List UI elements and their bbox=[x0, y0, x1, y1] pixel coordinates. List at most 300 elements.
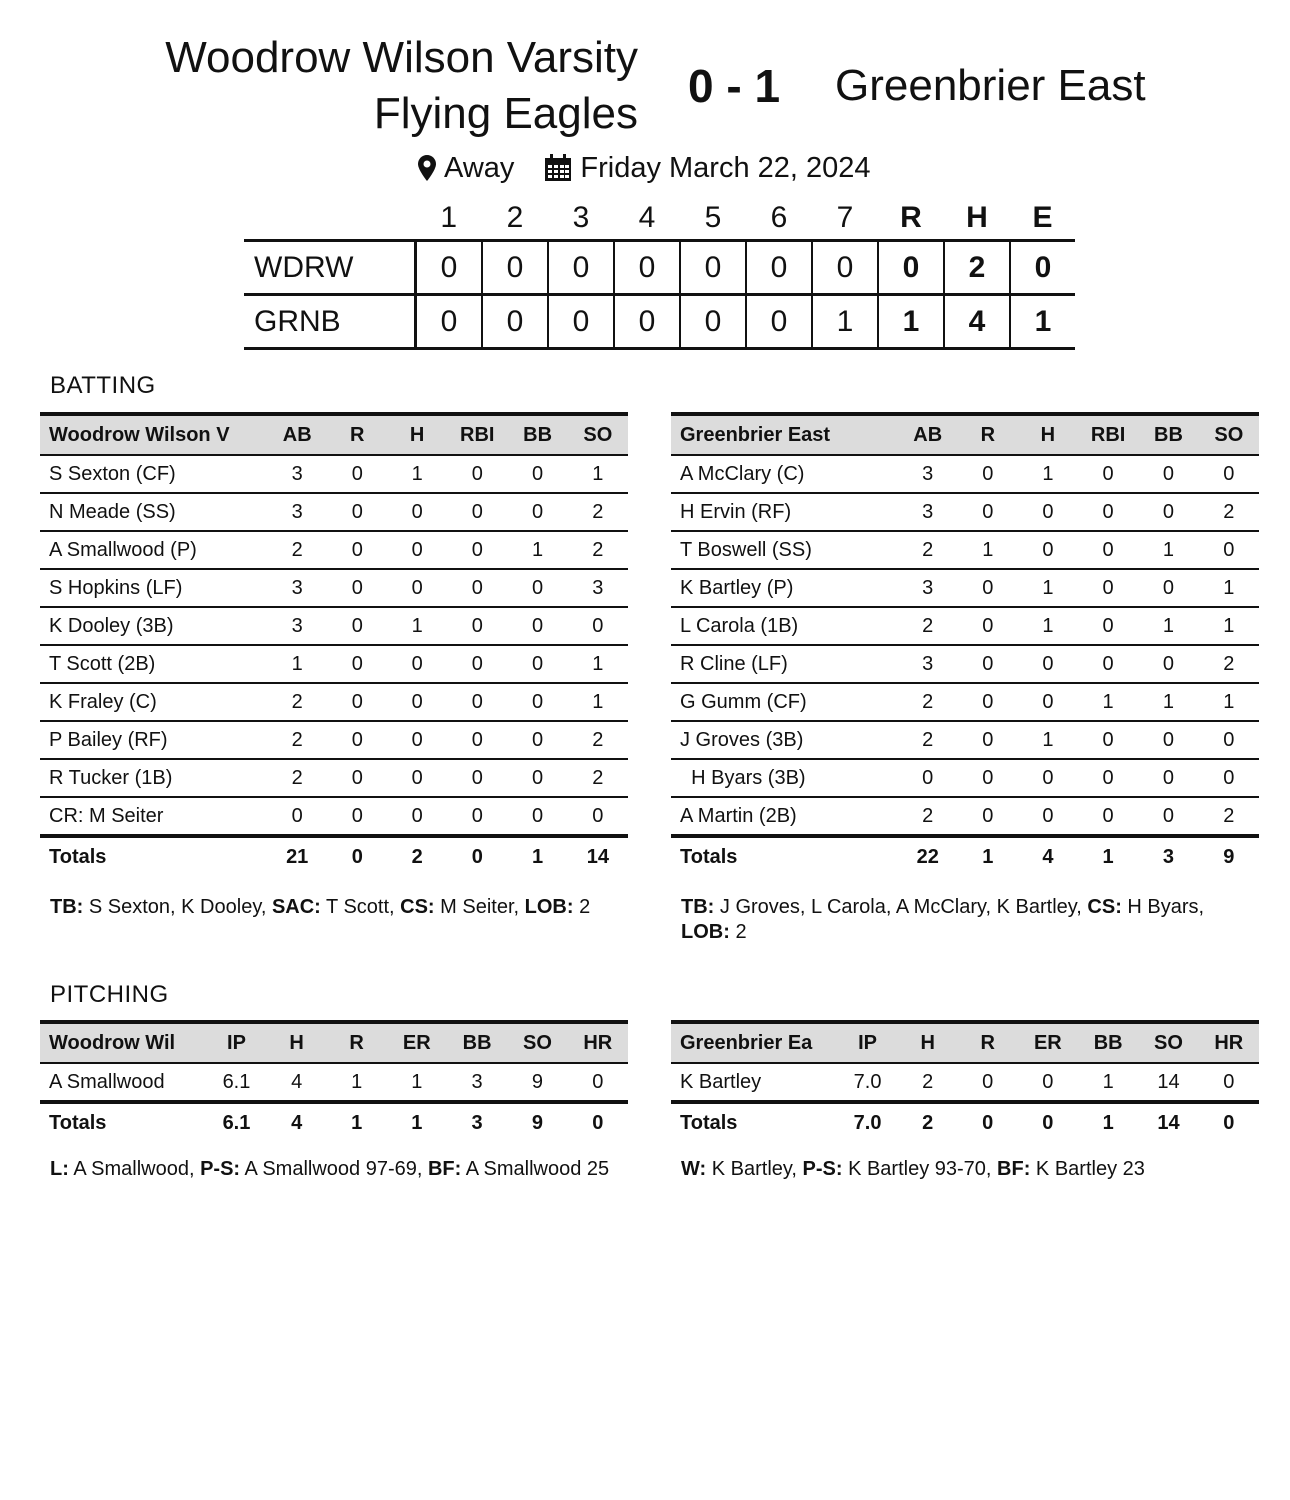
stat-cell: 0 bbox=[327, 683, 387, 721]
player-name: A Smallwood bbox=[49, 1070, 165, 1093]
totals-cell: 1 bbox=[1078, 836, 1138, 876]
errors-cell: 0 bbox=[1010, 241, 1075, 295]
stat-cell: 0 bbox=[351, 804, 363, 827]
player-name: N Meade (SS) bbox=[40, 493, 267, 531]
player-row bbox=[671, 569, 1259, 607]
inning-cell: 0 bbox=[614, 295, 680, 349]
home-team-name-line2: Flying Eagles bbox=[373, 89, 638, 138]
stat-column-header: BB bbox=[1078, 1022, 1138, 1063]
stat-cell: 0 bbox=[447, 645, 507, 683]
player-name: K Bartley bbox=[680, 1070, 762, 1093]
stat-column-header: BB bbox=[447, 1022, 507, 1063]
note-text: H Byars, bbox=[1121, 896, 1205, 918]
player-name: K Fraley (C) bbox=[40, 683, 267, 721]
inning-header: 2 bbox=[506, 201, 524, 234]
game-meta bbox=[418, 146, 871, 190]
stat-cell: 0 bbox=[958, 721, 1018, 759]
location-label: Away bbox=[444, 152, 515, 184]
stat-cell: 3 bbox=[267, 607, 327, 645]
stat-cell: 14 bbox=[1157, 1070, 1180, 1093]
player-row bbox=[671, 455, 1259, 493]
player-row bbox=[40, 493, 628, 531]
totals-cell: 3 bbox=[1138, 836, 1198, 876]
linescore-header-row bbox=[244, 197, 1075, 241]
stat-cell: 0 bbox=[1018, 531, 1078, 569]
stat-cell: 1 bbox=[1018, 721, 1078, 759]
stat-cell: 1 bbox=[1138, 531, 1198, 569]
stat-cell: 2 bbox=[568, 531, 628, 569]
note-label: CS: bbox=[1087, 896, 1122, 918]
stat-cell: 0 bbox=[1078, 493, 1138, 531]
stat-column-header: BB bbox=[1138, 414, 1198, 455]
linescore-team: WDRW bbox=[244, 241, 416, 295]
stat-cell: 0 bbox=[327, 759, 387, 797]
pitching-table-home bbox=[40, 1020, 628, 1142]
stat-cell: 0 bbox=[327, 607, 387, 645]
runs-header: R bbox=[900, 201, 922, 234]
stat-cell: 0 bbox=[568, 607, 628, 645]
player-row bbox=[671, 607, 1259, 645]
note-text: K Bartley, bbox=[706, 1158, 803, 1180]
stat-cell: 1 bbox=[411, 1070, 423, 1093]
note-label: P-S: bbox=[200, 1158, 241, 1180]
stat-cell: 0 bbox=[507, 645, 567, 683]
totals-cell: 1 bbox=[958, 836, 1018, 876]
stat-column-header: SO bbox=[1138, 1022, 1198, 1063]
stat-cell: 0 bbox=[507, 721, 567, 759]
totals-cell: 14 bbox=[1138, 1102, 1198, 1142]
player-row bbox=[671, 797, 1259, 836]
stat-cell: 2 bbox=[898, 683, 958, 721]
team-column-header: Woodrow Wilson V bbox=[40, 414, 267, 455]
stat-cell: 0 bbox=[327, 721, 387, 759]
player-name: S Hopkins (LF) bbox=[40, 569, 267, 607]
stat-cell: 0 bbox=[1102, 804, 1114, 827]
stat-cell: 0 bbox=[1018, 645, 1078, 683]
inning-cell: 0 bbox=[482, 241, 548, 295]
stat-column-header: R bbox=[327, 414, 387, 455]
player-row bbox=[671, 759, 1259, 797]
stat-cell: 2 bbox=[1199, 493, 1259, 531]
totals-cell: 0 bbox=[958, 1102, 1018, 1142]
player-row bbox=[671, 721, 1259, 759]
hits-cell: 2 bbox=[944, 241, 1010, 295]
stat-cell: 3 bbox=[471, 1070, 483, 1093]
stats-header-row bbox=[40, 414, 628, 455]
stat-column-header: RBI bbox=[1078, 414, 1138, 455]
note-label: BF: bbox=[997, 1158, 1031, 1180]
stat-column-header: SO bbox=[507, 1022, 567, 1063]
stat-cell: 0 bbox=[327, 455, 387, 493]
note-text: K Bartley 93-70, bbox=[842, 1158, 998, 1180]
stat-cell: 1 bbox=[1199, 683, 1259, 721]
note-text: A Smallwood 97-69, bbox=[240, 1158, 428, 1180]
stat-cell: 2 bbox=[568, 759, 628, 797]
pitching-notes-home bbox=[50, 1157, 610, 1182]
player-name: K Bartley (P) bbox=[671, 569, 898, 607]
stat-cell: 0 bbox=[447, 607, 507, 645]
stat-cell: 2 bbox=[267, 531, 327, 569]
stat-column-header: BB bbox=[507, 414, 567, 455]
stat-cell: 2 bbox=[898, 607, 958, 645]
player-name: S Sexton (CF) bbox=[40, 455, 267, 493]
final-score: 0 - 1 bbox=[688, 60, 781, 112]
totals-row bbox=[671, 1102, 1259, 1142]
stat-cell: 0 bbox=[1199, 721, 1259, 759]
totals-label: Totals bbox=[40, 836, 267, 876]
team-column-header: Greenbrier Ea bbox=[671, 1022, 837, 1063]
player-row bbox=[671, 645, 1259, 683]
stat-cell: 1 bbox=[267, 645, 327, 683]
stat-cell: 1 bbox=[1018, 569, 1078, 607]
stat-cell: 3 bbox=[267, 493, 327, 531]
stat-cell: 0 bbox=[982, 1070, 994, 1093]
inning-cell: 0 bbox=[746, 241, 812, 295]
errors-header: E bbox=[1032, 201, 1053, 234]
stat-cell: 0 bbox=[447, 721, 507, 759]
note-label: SAC: bbox=[271, 896, 321, 918]
stat-column-header: ER bbox=[387, 1022, 447, 1063]
note-text: M Seiter, bbox=[434, 896, 525, 918]
totals-cell: 6.1 bbox=[206, 1102, 266, 1142]
stat-column-header: IP bbox=[206, 1022, 266, 1063]
stat-cell: 3 bbox=[898, 493, 958, 531]
stat-cell: 0 bbox=[327, 645, 387, 683]
totals-cell: 3 bbox=[447, 1102, 507, 1142]
totals-cell: 21 bbox=[267, 836, 327, 876]
player-name: A McClary (C) bbox=[671, 455, 898, 493]
note-text: A Smallwood, bbox=[68, 1158, 201, 1180]
team-column-header: Woodrow Wil bbox=[40, 1022, 206, 1063]
stat-column-header: ER bbox=[1018, 1022, 1078, 1063]
stat-cell: 1 bbox=[1102, 1070, 1114, 1093]
inning-cell: 0 bbox=[746, 295, 812, 349]
note-text: 2 bbox=[573, 896, 591, 918]
stat-cell: 0 bbox=[507, 455, 567, 493]
stat-cell: 0 bbox=[1138, 645, 1198, 683]
totals-cell: 4 bbox=[1018, 836, 1078, 876]
inning-cell: 0 bbox=[416, 241, 483, 295]
stat-cell: 1 bbox=[1078, 683, 1138, 721]
stat-cell: 0 bbox=[387, 721, 447, 759]
stat-cell: 1 bbox=[958, 531, 1018, 569]
stat-cell: 0 bbox=[507, 683, 567, 721]
note-text: T Scott, bbox=[320, 896, 401, 918]
player-row bbox=[40, 645, 628, 683]
stat-cell: 2 bbox=[267, 683, 327, 721]
stat-column-header: H bbox=[898, 1022, 958, 1063]
stat-cell: 0 bbox=[982, 804, 994, 827]
note-label: LOB: bbox=[681, 921, 730, 943]
note-label: L: bbox=[50, 1158, 69, 1180]
stat-column-header: SO bbox=[568, 414, 628, 455]
player-name: P Bailey (RF) bbox=[40, 721, 267, 759]
inning-header: 7 bbox=[836, 201, 854, 234]
totals-row bbox=[40, 836, 628, 876]
stat-column-header: AB bbox=[898, 414, 958, 455]
stats-header-row bbox=[671, 1022, 1259, 1063]
stat-column-header: SO bbox=[1199, 414, 1259, 455]
stat-cell: 0 bbox=[447, 569, 507, 607]
totals-cell: 9 bbox=[1199, 836, 1259, 876]
pitching-section-title: PITCHING bbox=[50, 981, 169, 1008]
stat-cell: 0 bbox=[1199, 455, 1259, 493]
stat-cell: 0 bbox=[1078, 607, 1138, 645]
player-name: K Dooley (3B) bbox=[40, 607, 267, 645]
totals-label: Totals bbox=[40, 1102, 206, 1142]
note-label: BF: bbox=[427, 1158, 462, 1180]
note-label: TB: bbox=[50, 896, 84, 918]
note-text: S Sexton, K Dooley, bbox=[83, 896, 272, 918]
stat-cell: 1 bbox=[387, 455, 447, 493]
stat-cell: 1 bbox=[1018, 607, 1078, 645]
player-name: A Martin (2B) bbox=[680, 804, 797, 827]
stat-cell: 0 bbox=[1223, 1070, 1235, 1093]
stat-cell: 0 bbox=[1138, 493, 1198, 531]
totals-cell: 0 bbox=[1018, 1102, 1078, 1142]
batting-notes-home bbox=[50, 895, 610, 920]
player-name: R Tucker (1B) bbox=[40, 759, 267, 797]
stat-cell: 0 bbox=[387, 531, 447, 569]
totals-cell: 0 bbox=[327, 836, 387, 876]
stat-cell: 6.1 bbox=[222, 1070, 251, 1093]
inning-cell: 0 bbox=[482, 295, 548, 349]
player-row bbox=[671, 683, 1259, 721]
stat-cell: 0 bbox=[447, 455, 507, 493]
stat-cell: 0 bbox=[958, 569, 1018, 607]
stat-cell: 0 bbox=[327, 493, 387, 531]
note-label: CS: bbox=[400, 896, 435, 918]
home-team-name bbox=[165, 30, 638, 142]
stat-cell: 0 bbox=[327, 569, 387, 607]
totals-cell: 9 bbox=[507, 1102, 567, 1142]
stat-cell: 1 bbox=[568, 645, 628, 683]
stat-cell: 3 bbox=[568, 569, 628, 607]
stat-cell: 0 bbox=[447, 493, 507, 531]
totals-row bbox=[40, 1102, 628, 1142]
player-name: A Smallwood (P) bbox=[40, 531, 267, 569]
stat-cell: 3 bbox=[267, 455, 327, 493]
inning-cell: 0 bbox=[416, 295, 483, 349]
batting-section-title: BATTING bbox=[50, 372, 156, 399]
stat-cell: 0 bbox=[387, 569, 447, 607]
player-row bbox=[40, 531, 628, 569]
inning-header: 3 bbox=[572, 201, 590, 234]
stat-cell: 0 bbox=[507, 607, 567, 645]
totals-cell: 4 bbox=[267, 1102, 327, 1142]
opponent-team-name: Greenbrier East bbox=[835, 61, 1146, 110]
stat-cell: 0 bbox=[1162, 804, 1175, 827]
player-name: H Byars (3B) bbox=[671, 759, 898, 797]
stat-cell: 2 bbox=[922, 804, 934, 827]
player-name: L Carola (1B) bbox=[671, 607, 898, 645]
stat-cell: 2 bbox=[898, 531, 958, 569]
player-name: T Boswell (SS) bbox=[671, 531, 898, 569]
inning-cell: 0 bbox=[548, 241, 614, 295]
stat-column-header: R bbox=[958, 1022, 1018, 1063]
totals-cell: 2 bbox=[387, 836, 447, 876]
player-row bbox=[40, 721, 628, 759]
stat-column-header: R bbox=[327, 1022, 387, 1063]
stat-cell: 0 bbox=[958, 759, 1018, 797]
stat-cell: 3 bbox=[898, 455, 958, 493]
note-label: LOB: bbox=[524, 896, 574, 918]
stat-cell: 0 bbox=[447, 531, 507, 569]
stat-cell: 1 bbox=[1199, 607, 1259, 645]
stat-cell: 1 bbox=[1138, 683, 1198, 721]
stat-cell: 0 bbox=[958, 607, 1018, 645]
stat-column-header: AB bbox=[267, 414, 327, 455]
inning-header: 1 bbox=[440, 201, 458, 234]
player-name: T Scott (2B) bbox=[40, 645, 267, 683]
stat-cell: 3 bbox=[898, 569, 958, 607]
stat-column-header: H bbox=[387, 414, 447, 455]
linescore-row-away bbox=[244, 295, 1075, 349]
stat-cell: 0 bbox=[1018, 683, 1078, 721]
totals-cell: 1 bbox=[507, 836, 567, 876]
stat-cell: 2 bbox=[922, 1070, 934, 1093]
player-row bbox=[40, 607, 628, 645]
player-row bbox=[40, 683, 628, 721]
stat-cell: 0 bbox=[327, 531, 387, 569]
stats-header-row bbox=[40, 1022, 628, 1063]
player-row bbox=[40, 455, 628, 493]
stat-cell: 2 bbox=[267, 759, 327, 797]
stat-cell: 1 bbox=[568, 455, 628, 493]
game-date: Friday March 22, 2024 bbox=[580, 152, 871, 184]
stat-cell: 0 bbox=[1078, 721, 1138, 759]
stat-cell: 0 bbox=[447, 759, 507, 797]
inning-cell: 0 bbox=[680, 295, 746, 349]
stat-cell: 7.0 bbox=[853, 1070, 882, 1093]
stat-cell: 0 bbox=[1199, 531, 1259, 569]
stat-cell: 1 bbox=[387, 607, 447, 645]
hits-header: H bbox=[966, 201, 988, 234]
note-text: 2 bbox=[729, 921, 747, 943]
stat-cell: 0 bbox=[291, 804, 303, 827]
stat-cell: 0 bbox=[898, 759, 958, 797]
stat-cell: 2 bbox=[267, 721, 327, 759]
totals-label: Totals bbox=[671, 1102, 837, 1142]
stat-cell: 0 bbox=[592, 804, 604, 827]
totals-cell: 2 bbox=[898, 1102, 958, 1142]
stat-cell: 4 bbox=[291, 1070, 303, 1093]
totals-cell: 14 bbox=[568, 836, 628, 876]
stat-cell: 2 bbox=[568, 721, 628, 759]
stat-cell: 3 bbox=[898, 645, 958, 683]
stat-cell: 9 bbox=[531, 1070, 543, 1093]
stat-cell: 1 bbox=[1018, 455, 1078, 493]
note-text: K Bartley 23 bbox=[1030, 1158, 1145, 1180]
stat-cell: 0 bbox=[507, 493, 567, 531]
totals-cell: 1 bbox=[387, 1102, 447, 1142]
totals-cell: 0 bbox=[447, 836, 507, 876]
stat-cell: 0 bbox=[958, 493, 1018, 531]
totals-cell: 1 bbox=[1078, 1102, 1138, 1142]
stat-cell: 0 bbox=[1138, 569, 1198, 607]
batting-table-away bbox=[671, 412, 1259, 876]
totals-cell: 1 bbox=[327, 1102, 387, 1142]
player-row bbox=[671, 493, 1259, 531]
stat-cell: 2 bbox=[1223, 804, 1235, 827]
stat-cell: 0 bbox=[1199, 759, 1259, 797]
stat-cell: 0 bbox=[1018, 759, 1078, 797]
team-column-header: Greenbrier East bbox=[671, 414, 898, 455]
stat-cell: 0 bbox=[507, 569, 567, 607]
stat-cell: 3 bbox=[267, 569, 327, 607]
player-row bbox=[671, 1063, 1259, 1102]
stat-cell: 1 bbox=[507, 531, 567, 569]
stat-cell: 0 bbox=[1078, 531, 1138, 569]
pitching-table-away bbox=[671, 1020, 1259, 1142]
player-row bbox=[671, 531, 1259, 569]
player-name: G Gumm (CF) bbox=[671, 683, 898, 721]
stat-cell: 0 bbox=[1042, 804, 1054, 827]
stat-cell: 0 bbox=[387, 493, 447, 531]
runs-cell: 0 bbox=[878, 241, 944, 295]
home-team-name-line1: Woodrow Wilson Varsity bbox=[165, 33, 638, 82]
stat-cell: 0 bbox=[532, 804, 544, 827]
player-name: J Groves (3B) bbox=[671, 721, 898, 759]
stat-cell: 0 bbox=[1078, 455, 1138, 493]
stat-cell: 1 bbox=[351, 1070, 363, 1093]
batting-notes-away bbox=[681, 895, 1241, 945]
stat-cell: 0 bbox=[507, 759, 567, 797]
totals-cell: 22 bbox=[898, 836, 958, 876]
hits-cell: 4 bbox=[944, 295, 1010, 349]
errors-cell: 1 bbox=[1010, 295, 1075, 349]
stat-cell: 1 bbox=[1138, 607, 1198, 645]
inning-cell: 0 bbox=[680, 241, 746, 295]
stat-column-header: H bbox=[1018, 414, 1078, 455]
stat-cell: 0 bbox=[1018, 493, 1078, 531]
inning-header: 4 bbox=[638, 201, 656, 234]
linescore-table bbox=[244, 197, 1075, 350]
stat-column-header: HR bbox=[1199, 1022, 1259, 1063]
stat-cell: 2 bbox=[568, 493, 628, 531]
stat-cell: 0 bbox=[1138, 759, 1198, 797]
stat-column-header: IP bbox=[837, 1022, 897, 1063]
calendar-icon bbox=[544, 154, 572, 182]
totals-cell: 0 bbox=[1199, 1102, 1259, 1142]
batting-table-home bbox=[40, 412, 628, 876]
stat-column-header: RBI bbox=[447, 414, 507, 455]
totals-label: Totals bbox=[671, 836, 898, 876]
stat-cell: 0 bbox=[1138, 721, 1198, 759]
stat-cell: 0 bbox=[1078, 645, 1138, 683]
stat-column-header: R bbox=[958, 414, 1018, 455]
note-text: J Groves, L Carola, A McClary, K Bartley, bbox=[714, 896, 1088, 918]
stat-cell: 0 bbox=[447, 683, 507, 721]
stat-cell: 0 bbox=[1078, 569, 1138, 607]
game-header bbox=[0, 0, 1290, 200]
linescore-row-home bbox=[244, 241, 1075, 295]
player-name: CR: M Seiter bbox=[49, 804, 164, 827]
runs-cell: 1 bbox=[878, 295, 944, 349]
map-pin-icon bbox=[418, 155, 436, 181]
totals-cell: 0 bbox=[568, 1102, 628, 1142]
stat-cell: 0 bbox=[1042, 1070, 1054, 1093]
linescore-team: GRNB bbox=[244, 295, 416, 349]
inning-header: 5 bbox=[704, 201, 722, 234]
stat-cell: 0 bbox=[1138, 455, 1198, 493]
inning-header: 6 bbox=[770, 201, 788, 234]
stat-cell: 0 bbox=[958, 455, 1018, 493]
stat-cell: 0 bbox=[592, 1070, 604, 1093]
stat-cell: 2 bbox=[1199, 645, 1259, 683]
stat-cell: 0 bbox=[411, 804, 423, 827]
totals-cell: 7.0 bbox=[837, 1102, 897, 1142]
